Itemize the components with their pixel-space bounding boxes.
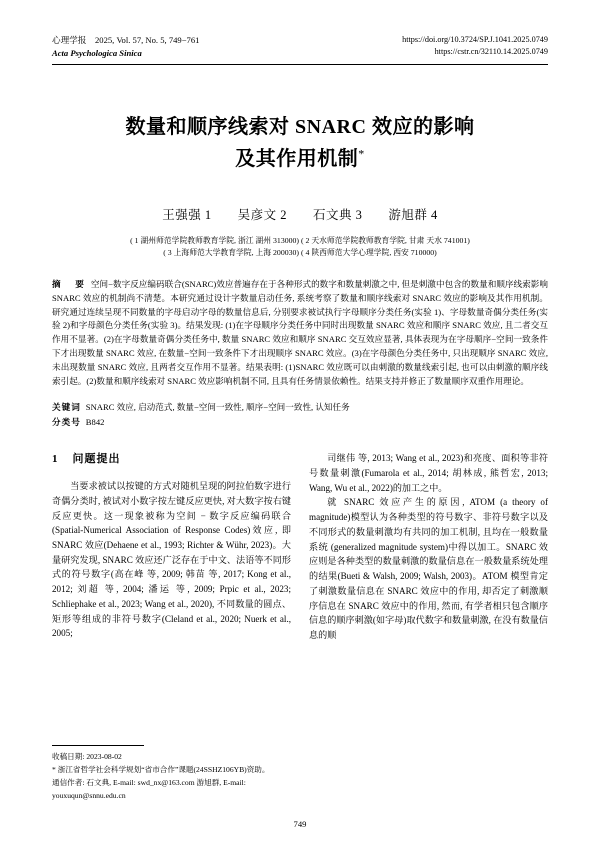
title-line-1: 数量和顺序线索对 SNARC 效应的影响 [125, 115, 475, 138]
paragraph: 就 SNARC 效应产生的原因, ATOM (a theory of magnitude)模型认为各种类型的符号数字、非符号数字以及不同形式的数量刺激均有共同的加工机制, 且均在一般数量系统 (generalized magnitude system)中得以加工。SNARC 效应则是各种类型的数量刺激的数量信息在一般数量系统处理的结果(Bueti & Walsh, 2009; Walsh, 2003)。ATOM 模型肯定了刺激数量信息在 SNARC 效应中的作用, 却否定了刺激顺序信息在 SNARC 效应中的作用, 然而, 有学者相只包含顺序信息的顺序刺激(如字母)取代数字和数量刺激, 在没有数量信息的顺 [309, 497, 548, 640]
doi-link[interactable]: https://doi.org/10.3724/SP.J.1041.2025.0749 [402, 35, 548, 44]
title-footnote-marker: * [358, 146, 365, 161]
cstr-link[interactable]: https://cstr.cn/32110.14.2025.0749 [434, 47, 548, 57]
keywords-line [52, 400, 548, 415]
masthead-left [52, 34, 199, 60]
abstract [52, 278, 548, 389]
keywords-label: 关键词 [52, 402, 81, 413]
affiliations [52, 235, 548, 260]
body-column-left [52, 451, 291, 642]
header-divider [52, 64, 548, 65]
clc-line [52, 415, 548, 430]
masthead-right [402, 34, 548, 59]
abstract-label: 摘 要 [52, 278, 87, 289]
masthead [52, 34, 548, 60]
section-heading [52, 451, 291, 469]
affiliation-line-2: ( 3 上海师范大学教育学院, 上海 200030) ( 4 陕西师范大学心理学院, 西安 710000) [163, 248, 437, 258]
author-list: 王强强 1 吴彦文 2 石文典 3 游旭群 4 [162, 207, 438, 222]
title-line-2 [52, 143, 548, 175]
paragraph: 当要求被试以按键的方式对随机呈现的阿拉伯数字进行奇偶分类时, 被试对小数字按左键反应更快, 对大数字按右键反应更快。这一现象被称为空间 − 数字反应编码联合 (Spatial-Numerical Association of Response Codes)效应, 即 SNARC 效应(Dehaene et al., 1993; Richter & Wühr, 2023)。大量研究发现, SNARC 效应还广泛存在于中文、法语等不同形式的符号数字(高在峰 等, 2009; 韩苗 等, 2017; Kong et al., 2012; 刘超 等, 2004; 潘运 等, 2009; Prpic et al., 2023; Schliephake et al., 2023; Wang et al., 2020), 不同数量的圆点、矩形等组成的非符号数字(Cleland et al., 2020; Nuerk et al., 2005; [52, 481, 291, 639]
section-number: 1 [52, 453, 59, 466]
footnote-divider [52, 745, 144, 746]
keywords-block [52, 400, 548, 429]
footnotes [52, 745, 291, 803]
affiliation-line-1: ( 1 湖州师范学院教师教育学院, 浙江 湖州 313000) ( 2 天水师范学院教师教育学院, 甘肃 天水 741001) [130, 235, 470, 245]
title-line-2-text: 及其作用机制 [235, 147, 359, 170]
paragraph: 司继伟 等, 2013; Wang et al., 2023)和亮度、面积等非符号数量刺激(Fumarola et al., 2014; 胡林成, 熊哲宏, 2013; Wang, Wu et al., 2022)的加工之中。 [309, 453, 548, 493]
body-column-right [309, 451, 548, 642]
clc-label: 分类号 [52, 416, 81, 427]
footnote-received: 收稿日期: 2023-08-02 [52, 751, 122, 761]
page-content [52, 34, 548, 643]
abstract-text: 空间−数字反应编码联合(SNARC)效应普遍存在于各种形式的数字和数量刺激之中, 但是刺激中包含的数量和顺序线索影响 SNARC 效应的机制尚不清楚。本研究通过设计字数量启动任务, 系统考察了数量和顺序线索对 SNARC 效应的影响及其作用机制。研究通过连续呈现不同数量的字母启动字母的数量信息后, 分别要求被试执行字母顺序分类任务(实验 1)、字母数量奇偶分类任务(实验 2)和字母颜色分类任务(实验 3)。结果发现: (1)在字母顺序分类任务中同时出现数量 SNARC 效应和顺序 SNARC 效应, 且二者交互作用不显著。(2)在字母数量奇偶分类任务中, 数量 SNARC 效应和顺序 SNARC 交互效应显著, 具体表现为在字母顺序−空间一致条件下才出现数量 SNARC 效应, 在数量−空间一致条件下才出现顺序 SNARC 效应。(3)在字母颜色分类任务中, 只出现顺序 SNARC 效应, 未出现数量 SNARC 效应, 且两者交互作用不显著。结果表明: (1)SNARC 效应既可以由刺激的数量线索引起, 也可以由刺激的顺序线索引起。(2)数量和顺序线索对 SNARC 效应影响机制不同, 且具有任务情景依赖性。结果支持并修正了数量顺序双重作用理论。 [52, 278, 548, 387]
journal-title-en: Acta Psychologica Sinica [52, 47, 142, 58]
page-number: 749 [293, 819, 307, 829]
body-columns [52, 451, 548, 642]
page-title [52, 111, 548, 175]
title-block [52, 111, 548, 175]
section-title: 问题提出 [72, 453, 121, 466]
clc-value: B842 [85, 416, 105, 427]
journal-title-cn: 心理学报 2025, Vol. 57, No. 5, 749−761 [52, 35, 200, 45]
keywords-text: SNARC 效应, 启动范式, 数量−空间一致性, 顺序−空间一致性, 认知任务 [85, 402, 350, 413]
footnote-funding: * 浙江省哲学社会科学规划“省市合作”课题(24SSHZ106YB)资助。 [52, 765, 270, 775]
footnote-corresponding-author: 通信作者: 石文典, E-mail: swd_nx@163.com 游旭群, E-mail: youxuqun@snnu.edu.cn [52, 778, 246, 800]
